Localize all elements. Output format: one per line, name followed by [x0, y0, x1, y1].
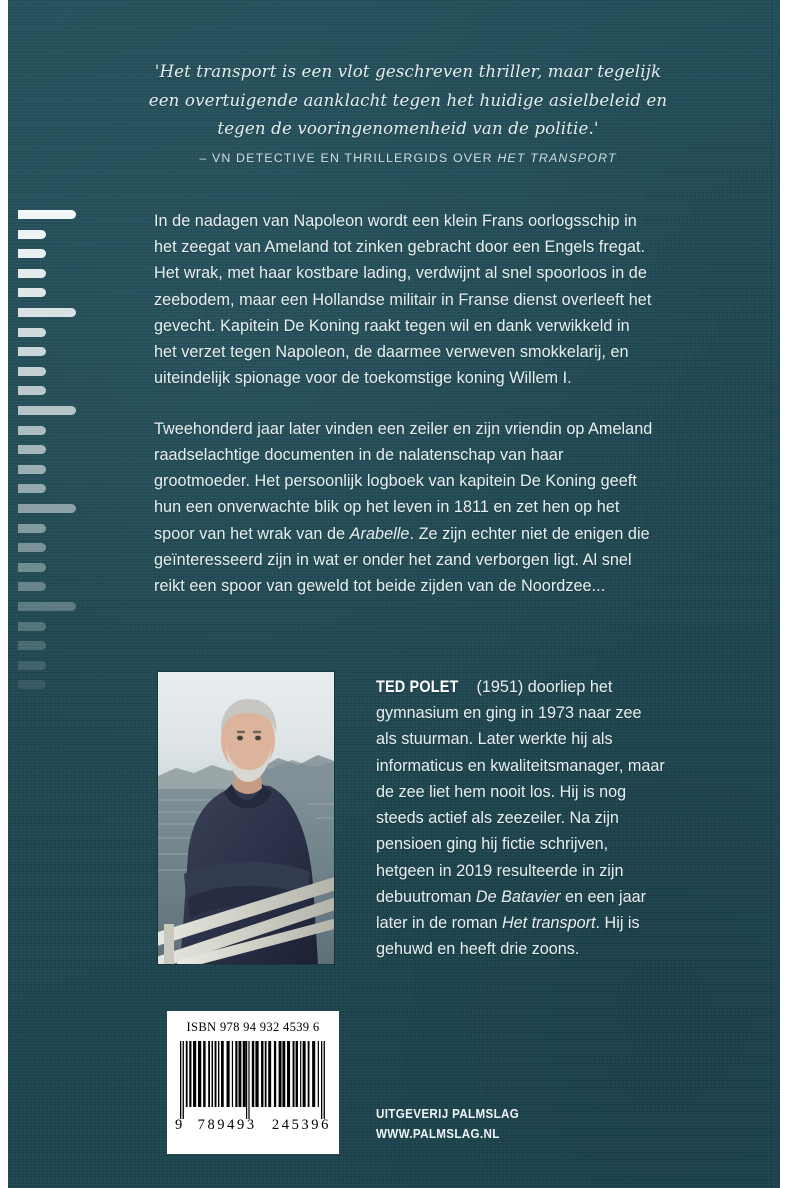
- ruler-tick-minor: [18, 249, 46, 258]
- author-bio: [376, 673, 666, 963]
- book-title-de-batavier: De Batavier: [475, 887, 561, 906]
- ruler-tick-minor: [18, 524, 46, 533]
- author-bio-a: (1951) doorliep het gymnasium en ging in 1973 naar zee als stuurman. Later werkte hij als informaticus en kwaliteitsmanager, maar de zee liet hem nooit los. Hij is nog steeds actief als zeezeiler. Na zijn pensioen ging hij fictie schrijven, hetgeen in 2019 resulteerde in zijn debuutroman: [376, 678, 665, 906]
- ean-left-digit: 9: [175, 1117, 183, 1133]
- ruler-tick-minor: [18, 269, 46, 278]
- blurb-paragraph-2: [154, 416, 654, 600]
- quote-text: 'Het transport is een vlot geschreven thriller, maar tegelijk een overtuigende aanklacht tegen het huidige asielbeleid en tegen de vooringenomenheid van de politie.': [148, 62, 668, 139]
- ruler-tick-minor: [18, 680, 46, 689]
- ruler-tick-major: [18, 308, 76, 317]
- pull-quote: [148, 58, 668, 165]
- ean-middle-digits: 789493: [197, 1117, 257, 1133]
- ruler-tick-minor: [18, 288, 46, 297]
- barcode-bars: [177, 1041, 329, 1119]
- quote-source-prefix: – VN DETECTIVE EN THRILLERGIDS OVER: [199, 150, 498, 165]
- blurb-paragraph-2-a: Tweehonderd jaar later vinden een zeiler en zijn vriendin op Ameland raadselachtige documenten in de nalatenschap van haar grootmoeder. Het persoonlijk logboek van kapitein De Koning geeft hun een onverwachte blik op het leven in 1811 en zet hen op het spoor van het wrak van de: [154, 419, 653, 543]
- author-name: TED POLET: [376, 677, 459, 696]
- publisher-block: [376, 1104, 539, 1145]
- book-title-arabelle: Arabelle: [349, 524, 410, 543]
- ruler-tick-minor: [18, 563, 46, 572]
- quote-source-title: HET TRANSPORT: [497, 150, 617, 165]
- isbn-label: ISBN: [186, 1020, 217, 1034]
- ruler-tick-minor: [18, 582, 46, 591]
- barcode-block: [167, 1011, 339, 1154]
- ruler-tick-major: [18, 210, 76, 219]
- author-bio-c: . Hij is gehuwd en heeft drie zoons.: [376, 914, 640, 959]
- ruler-tick-minor: [18, 230, 46, 239]
- isbn-number: 978 94 932 4539 6: [219, 1020, 320, 1034]
- ruler-tick-minor: [18, 465, 46, 474]
- cover-panel: [8, 0, 780, 1188]
- publisher-website: WWW.PALMSLAG.NL: [376, 1126, 500, 1142]
- quote-source: [148, 151, 668, 165]
- blurb-paragraph-2-b: . Ze zijn echter niet de enigen die geïnteresseerd zijn in wat er onder het zand verborgen ligt. Al snel reikt een spoor van geweld tot beide zijden van de Noordzee...: [154, 524, 650, 596]
- ruler-tick-minor: [18, 641, 46, 650]
- ruler-tick-major: [18, 504, 76, 513]
- ruler-tick-minor: [18, 328, 46, 337]
- author-bio-text: [376, 673, 666, 963]
- blurb-text: [154, 208, 654, 599]
- ruler-tick-minor: [18, 386, 46, 395]
- ean-digits: [174, 1118, 332, 1133]
- ruler-tick-minor: [18, 484, 46, 493]
- ruler-tick-major: [18, 602, 76, 611]
- isbn-line: [167, 1011, 339, 1035]
- book-title-het-transport: Het transport: [501, 914, 596, 933]
- ruler-tick-minor: [18, 347, 46, 356]
- author-photo: [158, 672, 334, 964]
- ruler-tick-minor: [18, 622, 46, 631]
- blurb-paragraph-1: In de nadagen van Napoleon wordt een klein Frans oorlogsschip in het zeegat van Ameland tot zinken gebracht door een Engels fregat. Het wrak, met haar kostbare lading, verdwijnt al snel spoorloos in de zeebodem, maar een Hollandse militair in Franse dienst overleeft het gevecht. Kapitein De Koning raakt tegen wil en dank verwikkeld in het verzet tegen Napoleon, de daarmee verweven smokkelarij, en uiteindelijk spionage voor de toekomstige koning Willem I.: [154, 212, 652, 388]
- ruler-tick-major: [18, 406, 76, 415]
- ruler-tick-minor: [18, 445, 46, 454]
- ean-right-digits: 245396: [271, 1117, 331, 1133]
- ruler-tick-minor: [18, 426, 46, 435]
- publisher-name: UITGEVERIJ PALMSLAG: [376, 1106, 520, 1121]
- ruler-tick-minor: [18, 661, 46, 670]
- author-bio-b: en een jaar later in de roman: [376, 887, 646, 933]
- ruler-tick-minor: [18, 543, 46, 552]
- ruler-decoration: [8, 210, 88, 710]
- ruler-tick-minor: [18, 367, 46, 376]
